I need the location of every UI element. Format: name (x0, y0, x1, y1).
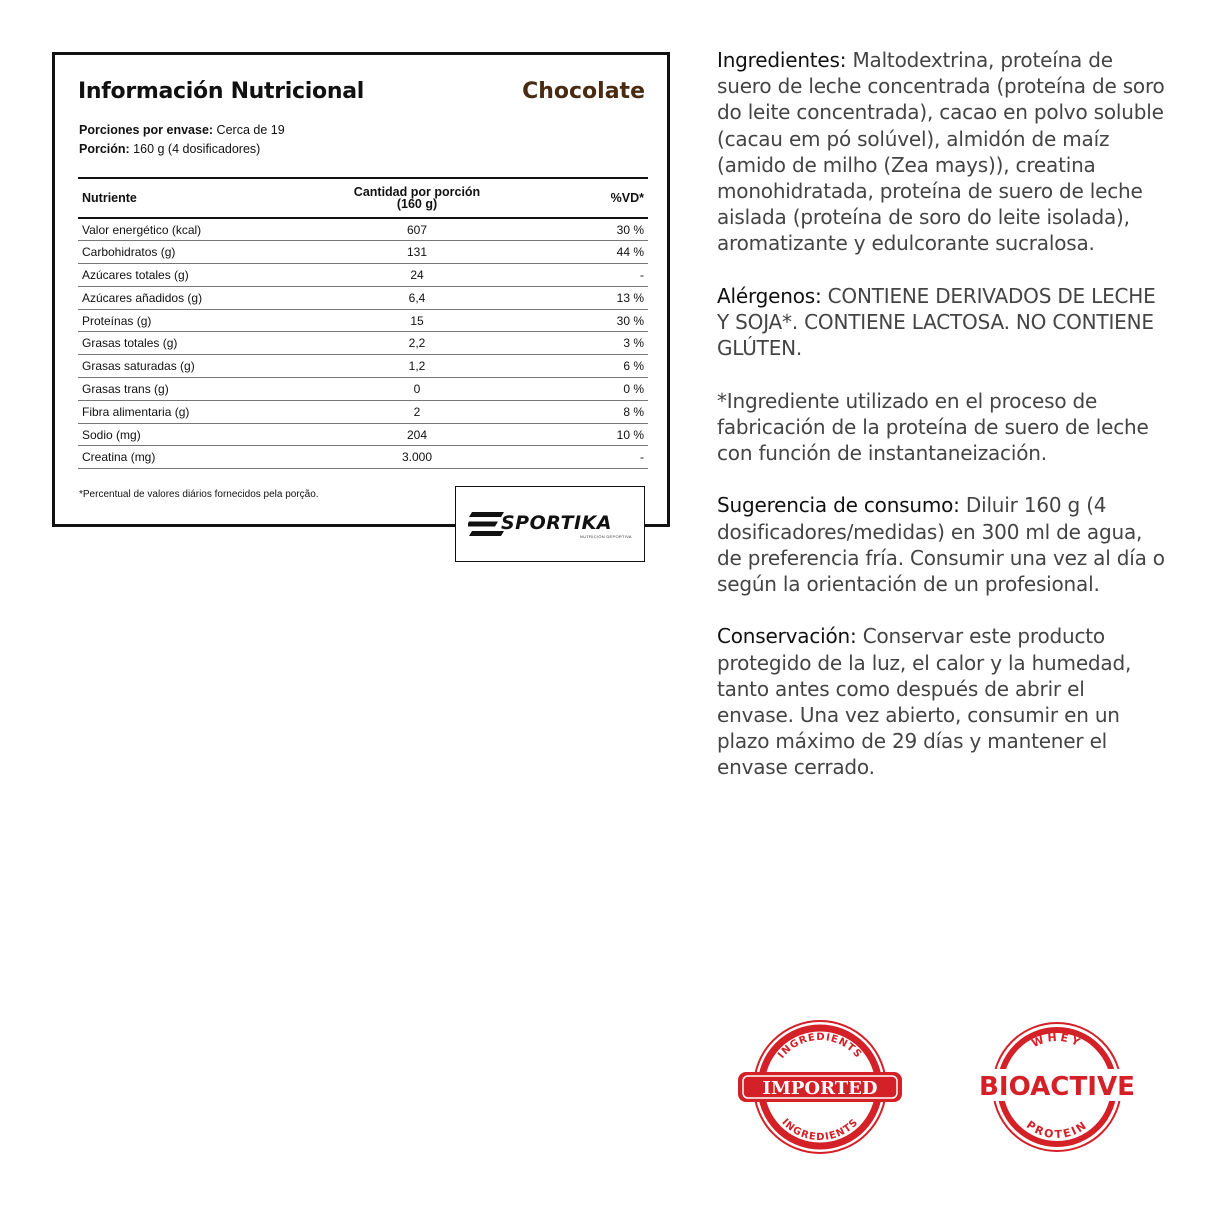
panel-title: Información Nutricional (78, 79, 364, 104)
amount-cell: 24 (298, 264, 536, 287)
nutrition-table-body (78, 218, 648, 469)
imported-ingredients-badge (735, 1017, 905, 1157)
amount-cell: 131 (298, 241, 536, 264)
table-row (78, 378, 648, 401)
table-row (78, 446, 648, 469)
ingredient-footnote: *Ingrediente utilizado en el proceso de fabricación de la proteína de suero de leche con función de instantaneización. (717, 388, 1149, 466)
conservation-label: Conservación: (717, 624, 857, 649)
header-nutrient: Nutriente (78, 178, 298, 218)
dv-cell: 30 % (536, 309, 648, 332)
suggestion-label: Sugerencia de consumo: (717, 493, 960, 518)
imported-badge-main-text: IMPORTED (762, 1078, 878, 1099)
nutrition-table (78, 177, 648, 469)
ingredients-text: Maltodextrina, proteína de suero de leche concentrada (proteína de soro do leite concentrada), cacao en polvo soluble (cacau em pó solúvel), almidón de maíz (amido de milho (Zea mays)), creatina monohidratada, proteína de suero de leche aislada (proteína de soro do leite isolada), aromatizante y edulcorante sucralosa. (717, 48, 1165, 256)
table-row (78, 264, 648, 287)
amount-cell: 15 (298, 309, 536, 332)
dv-footnote: *Percentual de valores diários fornecidos pela porção. (79, 489, 319, 500)
dv-cell: - (536, 446, 648, 469)
dv-cell: 6 % (536, 355, 648, 378)
nutrition-facts-panel (52, 52, 670, 527)
nutrient-cell: Sodio (mg) (78, 423, 298, 446)
servings-per-container (79, 123, 285, 137)
amount-cell: 6,4 (298, 286, 536, 309)
imported-badge-bottom-text: INGREDIENTS (779, 1116, 861, 1144)
ingredients-paragraph (717, 47, 1167, 257)
table-header-row (78, 178, 648, 218)
amount-cell: 204 (298, 423, 536, 446)
suggestion-text: Diluir 160 g (4 dosificadores/medidas) en 300 ml de agua, de preferencia fría. Consumir una vez al día o según la orientación de un profesional. (717, 493, 1165, 597)
table-row (78, 286, 648, 309)
dv-cell: 44 % (536, 241, 648, 264)
bioactive-badge-top-text: WHEY (1029, 1030, 1085, 1051)
imported-badge-top-text: INGREDIENTS (776, 1031, 864, 1061)
ingredients-label: Ingredientes: (717, 48, 847, 72)
nutrient-cell: Grasas trans (g) (78, 378, 298, 401)
amount-cell: 0 (298, 378, 536, 401)
logo-wordmark: SPORTIKA (501, 512, 612, 534)
conservation-text: Conservar este producto protegido de la luz, el calor y la humedad, tanto antes como después de abrir el envase. Una vez abierto, consumir en un plazo máximo de 29 días y mantener el envase cerrado. (717, 624, 1132, 780)
dv-cell: 30 % (536, 218, 648, 241)
table-row (78, 309, 648, 332)
nutrient-cell: Azúcares añadidos (g) (78, 286, 298, 309)
amount-cell: 1,2 (298, 355, 536, 378)
logo-subtext: NUTRICIÓN DEPORTIVA (580, 534, 632, 539)
portion-label: Porción: (79, 142, 130, 156)
table-row (78, 355, 648, 378)
dv-cell: 3 % (536, 332, 648, 355)
allergens-text: CONTIENE DERIVADOS DE LECHE Y SOJA*. CONTIENE LACTOSA. NO CONTIENE GLÚTEN. (717, 283, 1156, 361)
allergens-paragraph (717, 283, 1167, 362)
table-row (78, 241, 648, 264)
header-amount-line1: Cantidad por porción (353, 184, 481, 199)
nutrient-cell: Valor energético (kcal) (78, 218, 298, 241)
dv-cell: 8 % (536, 400, 648, 423)
amount-cell: 3.000 (298, 446, 536, 469)
table-row (78, 400, 648, 423)
conservation-paragraph (717, 623, 1167, 780)
amount-cell: 2 (298, 400, 536, 423)
dv-cell: 0 % (536, 378, 648, 401)
nutrient-cell: Azúcares totales (g) (78, 264, 298, 287)
amount-cell: 2,2 (298, 332, 536, 355)
table-row (78, 218, 648, 241)
bioactive-badge-bottom-text: PROTEIN (1023, 1118, 1091, 1142)
bioactive-whey-badge (972, 1017, 1142, 1157)
dv-cell: 10 % (536, 423, 648, 446)
bioactive-badge-main-text: BIOACTIVE (979, 1072, 1135, 1102)
product-info-column (717, 47, 1167, 807)
dv-cell: - (536, 264, 648, 287)
servings-label: Porciones por envase: (79, 123, 214, 137)
nutrient-cell: Proteínas (g) (78, 309, 298, 332)
nutrient-cell: Creatina (mg) (78, 446, 298, 469)
amount-cell: 607 (298, 218, 536, 241)
nutrient-cell: Fibra alimentaria (g) (78, 400, 298, 423)
flavor-label: Chocolate (522, 79, 645, 104)
header-amount (298, 178, 536, 218)
nutrient-cell: Grasas totales (g) (78, 332, 298, 355)
servings-value: Cerca de 19 (213, 123, 285, 137)
allergens-label: Alérgenos: (717, 283, 822, 308)
portion-size (79, 142, 260, 156)
portion-value: 160 g (4 dosificadores) (129, 142, 261, 156)
dv-cell: 13 % (536, 286, 648, 309)
nutrient-cell: Carbohidratos (g) (78, 241, 298, 264)
header-dv: %VD* (536, 178, 648, 218)
sportika-logo-box (455, 486, 645, 562)
table-row (78, 332, 648, 355)
suggestion-paragraph (717, 492, 1167, 597)
nutrient-cell: Grasas saturadas (g) (78, 355, 298, 378)
header-amount-line2: (160 g) (396, 197, 438, 211)
table-row (78, 423, 648, 446)
